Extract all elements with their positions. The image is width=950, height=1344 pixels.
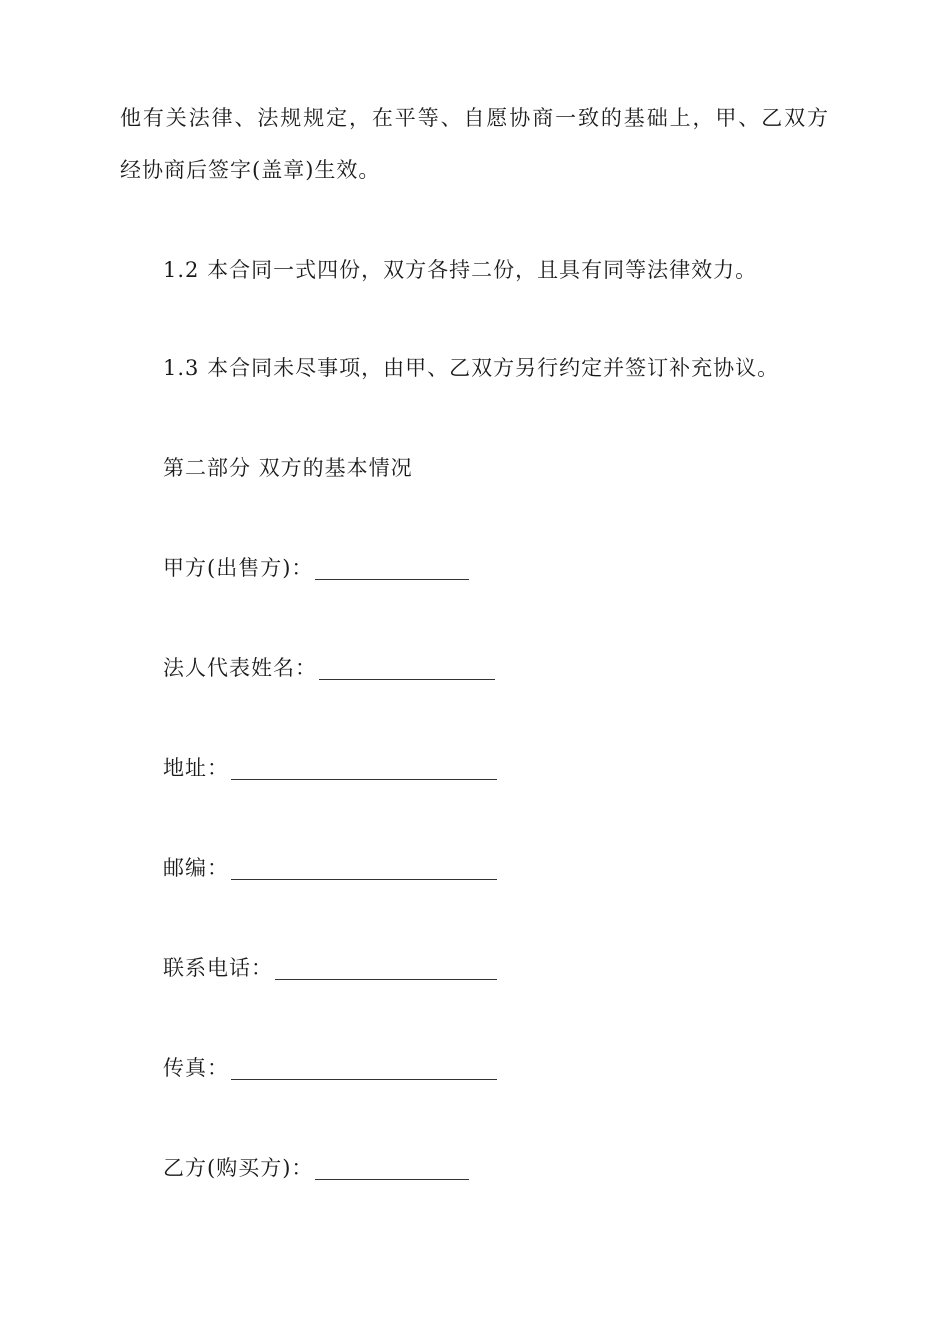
- field-label: 乙方(购买方)：: [163, 1156, 314, 1180]
- field-postcode: [163, 854, 497, 882]
- fill-in-blank[interactable]: [231, 759, 497, 780]
- field-label: 法人代表姓名：: [163, 656, 317, 680]
- clause-1-2: 1.2 本合同一式四份，双方各持二份，且具有同等法律效力。: [163, 258, 758, 282]
- paragraph-continuation-end: 经协商后签字(盖章)生效。: [120, 158, 381, 182]
- field-label: 甲方(出售方)：: [163, 556, 314, 580]
- clause-1-3: 1.3 本合同未尽事项，由甲、乙双方另行约定并签订补充协议。: [163, 356, 780, 380]
- section-heading-part-two: 第二部分 双方的基本情况: [163, 456, 413, 480]
- field-address: [163, 754, 497, 782]
- field-fax: [163, 1054, 497, 1082]
- field-legal-representative: [163, 654, 495, 682]
- fill-in-blank[interactable]: [315, 1159, 469, 1180]
- field-label: 联系电话：: [163, 956, 273, 980]
- field-label: 传真：: [163, 1056, 229, 1080]
- fill-in-blank[interactable]: [275, 959, 497, 980]
- paragraph-continuation: 他有关法律、法规规定，在平等、自愿协商一致的基础上，甲、乙双方: [120, 106, 830, 130]
- field-label: 地址：: [163, 756, 229, 780]
- field-phone: [163, 954, 497, 982]
- fill-in-blank[interactable]: [315, 559, 469, 580]
- fill-in-blank[interactable]: [231, 1059, 497, 1080]
- fill-in-blank[interactable]: [319, 659, 495, 680]
- field-label: 邮编：: [163, 856, 229, 880]
- field-party-b-buyer: [163, 1154, 469, 1182]
- field-party-a-seller: [163, 554, 469, 582]
- fill-in-blank[interactable]: [231, 859, 497, 880]
